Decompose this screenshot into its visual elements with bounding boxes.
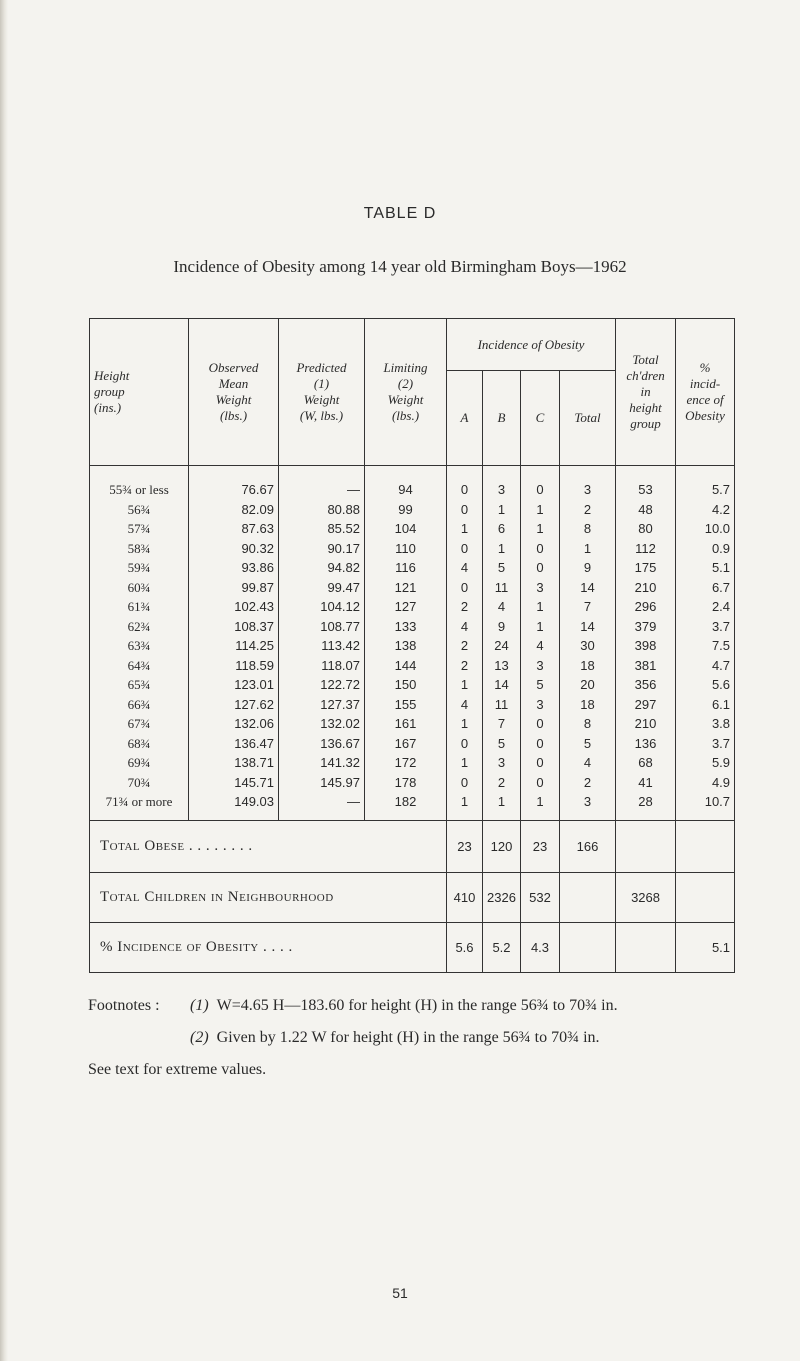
limiting-weight-cell: 178 [365, 773, 447, 793]
obesity-total-cell: 18 [560, 656, 616, 676]
table-row [90, 500, 735, 520]
total-obese-total: 166 [560, 820, 616, 872]
total-children-row [90, 872, 735, 922]
pct-incidence-cell: 10.0 [676, 519, 735, 539]
obesity-c-cell: 1 [521, 500, 560, 520]
predicted-weight-cell: 85.52 [279, 519, 365, 539]
total-children-cell: 112 [616, 539, 676, 559]
pct-incidence-a: 5.6 [447, 922, 483, 972]
total-children-label: Total Children in Neighbourhood [90, 872, 447, 922]
pct-incidence-cell: 2.4 [676, 597, 735, 617]
pct-incidence-cell: 3.7 [676, 734, 735, 754]
obesity-c-cell: 0 [521, 734, 560, 754]
obesity-c-cell: 1 [521, 597, 560, 617]
obesity-a-cell: 1 [447, 714, 483, 734]
table-row [90, 578, 735, 598]
obesity-total-cell: 30 [560, 636, 616, 656]
pct-incidence-overall: 5.1 [676, 922, 735, 972]
total-children-cell: 381 [616, 656, 676, 676]
table-row [90, 636, 735, 656]
limiting-weight-cell: 116 [365, 558, 447, 578]
obesity-a-cell: 0 [447, 578, 483, 598]
obesity-b-cell: 3 [483, 753, 521, 773]
predicted-weight-cell: 118.07 [279, 656, 365, 676]
empty-cell [676, 820, 735, 872]
table-header [90, 319, 735, 466]
obesity-c-cell: 0 [521, 558, 560, 578]
obesity-total-cell: 8 [560, 714, 616, 734]
observed-weight-cell: 123.01 [189, 675, 279, 695]
table-row [90, 617, 735, 637]
pct-incidence-cell: 3.8 [676, 714, 735, 734]
limiting-weight-cell: 161 [365, 714, 447, 734]
observed-weight-cell: 118.59 [189, 656, 279, 676]
height-group-cell: 67¾ [90, 714, 189, 734]
height-group-cell: 70¾ [90, 773, 189, 793]
table-body [90, 466, 735, 821]
pct-incidence-c: 4.3 [521, 922, 560, 972]
predicted-weight-cell: 136.67 [279, 734, 365, 754]
observed-weight-cell: 82.09 [189, 500, 279, 520]
limiting-weight-cell: 133 [365, 617, 447, 637]
predicted-weight-cell: 99.47 [279, 578, 365, 598]
limiting-weight-cell: 172 [365, 753, 447, 773]
table-row [90, 753, 735, 773]
obesity-b-cell: 1 [483, 539, 521, 559]
page-number: 51 [392, 1285, 408, 1301]
obesity-c-cell: 1 [521, 617, 560, 637]
height-group-cell: 61¾ [90, 597, 189, 617]
observed-weight-cell: 127.62 [189, 695, 279, 715]
height-group-cell: 58¾ [90, 539, 189, 559]
empty-cell [616, 922, 676, 972]
pct-incidence-cell: 7.5 [676, 636, 735, 656]
obesity-b-cell: 5 [483, 558, 521, 578]
observed-weight-cell: 149.03 [189, 792, 279, 820]
height-group-cell: 63¾ [90, 636, 189, 656]
header-limiting-weight: Limiting (2) Weight (lbs.) [365, 319, 447, 466]
total-obese-b: 120 [483, 820, 521, 872]
obesity-total-cell: 20 [560, 675, 616, 695]
table-row [90, 714, 735, 734]
obesity-c-cell: 3 [521, 656, 560, 676]
limiting-weight-cell: 182 [365, 792, 447, 820]
limiting-weight-cell: 110 [365, 539, 447, 559]
total-children-cell: 136 [616, 734, 676, 754]
height-group-cell: 55¾ or less [90, 466, 189, 500]
footnotes [88, 990, 768, 1086]
obesity-b-cell: 7 [483, 714, 521, 734]
observed-weight-cell: 93.86 [189, 558, 279, 578]
pct-incidence-cell: 10.7 [676, 792, 735, 820]
observed-weight-cell: 138.71 [189, 753, 279, 773]
empty-cell [560, 872, 616, 922]
limiting-weight-cell: 150 [365, 675, 447, 695]
total-children-cell: 28 [616, 792, 676, 820]
predicted-weight-cell: 145.97 [279, 773, 365, 793]
header-total: Total [560, 371, 616, 466]
predicted-weight-cell: 127.37 [279, 695, 365, 715]
obesity-b-cell: 11 [483, 578, 521, 598]
limiting-weight-cell: 138 [365, 636, 447, 656]
footnote-2-number: (2) [190, 1029, 209, 1046]
total-children-cell: 210 [616, 578, 676, 598]
pct-incidence-cell: 5.1 [676, 558, 735, 578]
pct-incidence-cell: 4.9 [676, 773, 735, 793]
observed-weight-cell: 132.06 [189, 714, 279, 734]
pct-incidence-cell: 4.2 [676, 500, 735, 520]
obesity-total-cell: 18 [560, 695, 616, 715]
header-predicted-weight: Predicted (1) Weight (W, lbs.) [279, 319, 365, 466]
pct-incidence-cell: 3.7 [676, 617, 735, 637]
footnote-note: See text for extreme values. [88, 1061, 267, 1078]
obesity-a-cell: 0 [447, 773, 483, 793]
header-c: C [521, 371, 560, 466]
pct-incidence-cell: 5.6 [676, 675, 735, 695]
table-row [90, 675, 735, 695]
total-children-cell: 379 [616, 617, 676, 637]
height-group-cell: 68¾ [90, 734, 189, 754]
obesity-b-cell: 1 [483, 500, 521, 520]
page-title: TABLE D [363, 205, 437, 222]
pct-incidence-cell: 0.9 [676, 539, 735, 559]
predicted-weight-cell: 94.82 [279, 558, 365, 578]
obesity-c-cell: 4 [521, 636, 560, 656]
total-children-b: 2326 [483, 872, 521, 922]
footnotes-label: Footnotes : [88, 997, 160, 1014]
total-children-cell: 210 [616, 714, 676, 734]
table-row [90, 773, 735, 793]
height-group-cell: 69¾ [90, 753, 189, 773]
total-children-count: 3268 [616, 872, 676, 922]
total-children-cell: 175 [616, 558, 676, 578]
obesity-a-cell: 2 [447, 656, 483, 676]
limiting-weight-cell: 104 [365, 519, 447, 539]
observed-weight-cell: 136.47 [189, 734, 279, 754]
header-incidence-of-obesity: Incidence of Obesity [447, 319, 616, 371]
obesity-b-cell: 3 [483, 466, 521, 500]
obesity-a-cell: 0 [447, 539, 483, 559]
obesity-a-cell: 0 [447, 734, 483, 754]
observed-weight-cell: 99.87 [189, 578, 279, 598]
predicted-weight-cell: 122.72 [279, 675, 365, 695]
table-row [90, 792, 735, 820]
header-b: B [483, 371, 521, 466]
predicted-weight-cell: 113.42 [279, 636, 365, 656]
obesity-total-cell: 7 [560, 597, 616, 617]
table-row [90, 597, 735, 617]
height-group-cell: 66¾ [90, 695, 189, 715]
obesity-b-cell: 9 [483, 617, 521, 637]
obesity-c-cell: 5 [521, 675, 560, 695]
total-children-cell: 48 [616, 500, 676, 520]
total-obese-c: 23 [521, 820, 560, 872]
limiting-weight-cell: 121 [365, 578, 447, 598]
limiting-weight-cell: 155 [365, 695, 447, 715]
table-row [90, 695, 735, 715]
obesity-total-cell: 8 [560, 519, 616, 539]
table-subtitle: Incidence of Obesity among 14 year old Birmingham Boys—1962 [173, 257, 627, 276]
obesity-a-cell: 0 [447, 500, 483, 520]
predicted-weight-cell: 90.17 [279, 539, 365, 559]
obesity-b-cell: 13 [483, 656, 521, 676]
height-group-cell: 59¾ [90, 558, 189, 578]
total-children-cell: 297 [616, 695, 676, 715]
height-group-cell: 56¾ [90, 500, 189, 520]
height-group-cell: 62¾ [90, 617, 189, 637]
footnote-1-number: (1) [190, 997, 209, 1014]
obesity-a-cell: 1 [447, 675, 483, 695]
obesity-total-cell: 1 [560, 539, 616, 559]
table-totals [90, 820, 735, 972]
obesity-c-cell: 1 [521, 792, 560, 820]
pct-incidence-cell: 4.7 [676, 656, 735, 676]
obesity-total-cell: 3 [560, 466, 616, 500]
predicted-weight-cell: 80.88 [279, 500, 365, 520]
obesity-c-cell: 3 [521, 578, 560, 598]
total-children-c: 532 [521, 872, 560, 922]
table-row [90, 734, 735, 754]
pct-incidence-b: 5.2 [483, 922, 521, 972]
observed-weight-cell: 90.32 [189, 539, 279, 559]
total-children-cell: 296 [616, 597, 676, 617]
predicted-weight-cell: — [279, 792, 365, 820]
table-row [90, 558, 735, 578]
predicted-weight-cell: 141.32 [279, 753, 365, 773]
pct-incidence-row [90, 922, 735, 972]
table-row [90, 656, 735, 676]
obesity-b-cell: 2 [483, 773, 521, 793]
obesity-c-cell: 0 [521, 753, 560, 773]
pct-incidence-cell: 5.9 [676, 753, 735, 773]
obesity-a-cell: 1 [447, 519, 483, 539]
header-a: A [447, 371, 483, 466]
observed-weight-cell: 76.67 [189, 466, 279, 500]
header-pct-incidence: % incid- ence of Obesity [676, 319, 735, 466]
height-group-cell: 57¾ [90, 519, 189, 539]
height-group-cell: 60¾ [90, 578, 189, 598]
observed-weight-cell: 145.71 [189, 773, 279, 793]
footnote-1-text: W=4.65 H—183.60 for height (H) in the range 56¾ to 70¾ in. [216, 997, 618, 1014]
limiting-weight-cell: 167 [365, 734, 447, 754]
obesity-b-cell: 24 [483, 636, 521, 656]
total-children-cell: 80 [616, 519, 676, 539]
obesity-b-cell: 14 [483, 675, 521, 695]
height-group-cell: 65¾ [90, 675, 189, 695]
total-children-cell: 53 [616, 466, 676, 500]
obesity-total-cell: 14 [560, 617, 616, 637]
total-obese-label: Total Obese . . . . . . . . [90, 820, 447, 872]
total-obese-a: 23 [447, 820, 483, 872]
obesity-a-cell: 2 [447, 597, 483, 617]
obesity-total-cell: 5 [560, 734, 616, 754]
obesity-a-cell: 1 [447, 792, 483, 820]
table-row [90, 466, 735, 500]
empty-cell [560, 922, 616, 972]
obesity-a-cell: 1 [447, 753, 483, 773]
obesity-a-cell: 4 [447, 695, 483, 715]
obesity-a-cell: 4 [447, 558, 483, 578]
total-obese-row [90, 820, 735, 872]
pct-incidence-label: % Incidence of Obesity . . . . [90, 922, 447, 972]
obesity-c-cell: 3 [521, 695, 560, 715]
obesity-b-cell: 6 [483, 519, 521, 539]
pct-incidence-cell: 6.1 [676, 695, 735, 715]
obesity-c-cell: 0 [521, 773, 560, 793]
obesity-b-cell: 1 [483, 792, 521, 820]
limiting-weight-cell: 99 [365, 500, 447, 520]
obesity-b-cell: 5 [483, 734, 521, 754]
obesity-b-cell: 11 [483, 695, 521, 715]
obesity-a-cell: 0 [447, 466, 483, 500]
observed-weight-cell: 108.37 [189, 617, 279, 637]
obesity-c-cell: 1 [521, 519, 560, 539]
obesity-total-cell: 3 [560, 792, 616, 820]
predicted-weight-cell: — [279, 466, 365, 500]
predicted-weight-cell: 104.12 [279, 597, 365, 617]
obesity-b-cell: 4 [483, 597, 521, 617]
pct-incidence-cell: 6.7 [676, 578, 735, 598]
obesity-c-cell: 0 [521, 466, 560, 500]
obesity-total-cell: 2 [560, 773, 616, 793]
pct-incidence-cell: 5.7 [676, 466, 735, 500]
limiting-weight-cell: 94 [365, 466, 447, 500]
obesity-a-cell: 2 [447, 636, 483, 656]
total-children-cell: 41 [616, 773, 676, 793]
obesity-a-cell: 4 [447, 617, 483, 637]
obesity-table [89, 318, 735, 973]
observed-weight-cell: 114.25 [189, 636, 279, 656]
header-observed-weight: Observed Mean Weight (lbs.) [189, 319, 279, 466]
empty-cell [616, 820, 676, 872]
obesity-total-cell: 14 [560, 578, 616, 598]
obesity-total-cell: 2 [560, 500, 616, 520]
limiting-weight-cell: 127 [365, 597, 447, 617]
obesity-c-cell: 0 [521, 714, 560, 734]
total-children-a: 410 [447, 872, 483, 922]
obesity-c-cell: 0 [521, 539, 560, 559]
empty-cell [676, 872, 735, 922]
height-group-cell: 71¾ or more [90, 792, 189, 820]
footnote-2-text: Given by 1.22 W for height (H) in the range 56¾ to 70¾ in. [216, 1029, 600, 1046]
table-row [90, 519, 735, 539]
height-group-cell: 64¾ [90, 656, 189, 676]
observed-weight-cell: 87.63 [189, 519, 279, 539]
total-children-cell: 398 [616, 636, 676, 656]
total-children-cell: 68 [616, 753, 676, 773]
total-children-cell: 356 [616, 675, 676, 695]
header-height-group: Height group (ins.) [90, 319, 189, 466]
header-total-children: Total ch'dren in height group [616, 319, 676, 466]
predicted-weight-cell: 132.02 [279, 714, 365, 734]
predicted-weight-cell: 108.77 [279, 617, 365, 637]
limiting-weight-cell: 144 [365, 656, 447, 676]
observed-weight-cell: 102.43 [189, 597, 279, 617]
table-row [90, 539, 735, 559]
obesity-total-cell: 4 [560, 753, 616, 773]
obesity-total-cell: 9 [560, 558, 616, 578]
